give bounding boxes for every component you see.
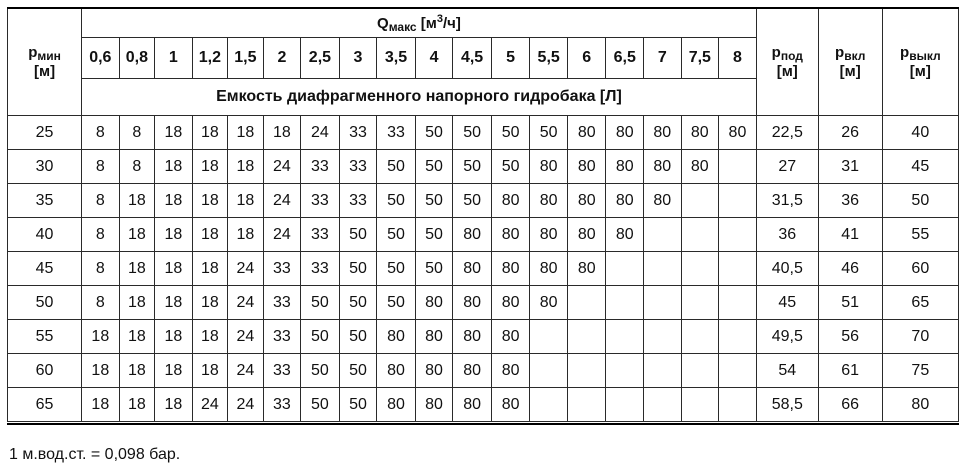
capacity-cell: 18 [192, 218, 228, 252]
capacity-cell: 80 [415, 320, 453, 354]
capacity-cell [567, 320, 606, 354]
p-min-unit: [м] [33, 63, 56, 80]
capacity-cell: 8 [119, 116, 155, 150]
capacity-cell: 33 [339, 116, 377, 150]
capacity-cell: 18 [155, 388, 193, 422]
capacity-cell: 8 [119, 150, 155, 184]
capacity-cell [606, 286, 644, 320]
capacity-cell: 18 [155, 218, 193, 252]
capacity-cell [606, 354, 644, 388]
capacity-cell: 18 [119, 354, 155, 388]
capacity-cell: 80 [567, 116, 606, 150]
capacity-cell: 18 [155, 150, 193, 184]
p-vykl-unit: [м] [909, 63, 931, 80]
p-min-cell: 60 [8, 354, 82, 388]
capacity-cell: 80 [377, 388, 416, 422]
capacity-cell: 80 [453, 354, 492, 388]
capacity-cell: 50 [339, 252, 377, 286]
capacity-cell: 80 [567, 252, 606, 286]
q-max-header [82, 8, 757, 38]
capacity-cell: 80 [606, 150, 644, 184]
capacity-cell: 50 [339, 286, 377, 320]
capacity-cell: 33 [263, 388, 301, 422]
p-vykl-symbol: p [900, 44, 910, 61]
q-max-symbol: Q [377, 14, 389, 32]
capacity-cell [567, 286, 606, 320]
capacity-cell: 50 [415, 252, 453, 286]
capacity-cell: 50 [339, 388, 377, 422]
capacity-cell: 18 [228, 116, 264, 150]
capacity-cell: 18 [155, 320, 193, 354]
capacity-cell [719, 388, 757, 422]
p-vkl-cell: 61 [818, 354, 882, 388]
capacity-cell: 18 [119, 388, 155, 422]
capacity-cell: 50 [453, 184, 492, 218]
capacity-cell: 80 [567, 218, 606, 252]
p-pod-symbol: p [771, 44, 781, 61]
p-pod-cell: 54 [756, 354, 818, 388]
q-value-header: 6 [567, 38, 606, 79]
q-value-header: 0,8 [119, 38, 155, 79]
p-min-cell: 45 [8, 252, 82, 286]
p-min-cell: 55 [8, 320, 82, 354]
capacity-cell [644, 320, 682, 354]
table-row [8, 150, 959, 184]
capacity-cell [606, 252, 644, 286]
p-min-header [8, 8, 82, 116]
capacity-cell: 80 [681, 116, 719, 150]
capacity-cell: 33 [339, 184, 377, 218]
capacity-cell: 18 [228, 218, 264, 252]
capacity-cell: 33 [301, 252, 340, 286]
capacity-cell: 80 [681, 150, 719, 184]
capacity-cell: 50 [377, 252, 416, 286]
capacity-cell: 50 [415, 116, 453, 150]
p-pod-subscript: под [780, 49, 803, 63]
q-value-header: 6,5 [606, 38, 644, 79]
capacity-cell: 50 [491, 150, 530, 184]
capacity-cell: 80 [606, 218, 644, 252]
capacity-cell: 24 [263, 218, 301, 252]
p-pod-cell: 31,5 [756, 184, 818, 218]
capacity-cell: 50 [301, 354, 340, 388]
table-row [8, 252, 959, 286]
capacity-cell: 18 [82, 320, 120, 354]
p-vykl-cell: 60 [882, 252, 958, 286]
q-value-header: 3 [339, 38, 377, 79]
q-max-unit-before: [м [420, 14, 437, 32]
capacity-cell: 80 [606, 184, 644, 218]
p-min-cell: 65 [8, 388, 82, 422]
capacity-cell: 18 [119, 320, 155, 354]
capacity-cell [567, 388, 606, 422]
q-value-header: 8 [719, 38, 757, 79]
capacity-cell: 18 [82, 354, 120, 388]
capacity-cell [681, 354, 719, 388]
q-value-header: 4 [415, 38, 453, 79]
capacity-cell: 18 [228, 184, 264, 218]
p-vkl-cell: 66 [818, 388, 882, 422]
capacity-cell: 80 [530, 286, 568, 320]
table-row [8, 354, 959, 388]
capacity-cell: 80 [491, 354, 530, 388]
capacity-cell [719, 184, 757, 218]
capacity-cell: 80 [530, 218, 568, 252]
capacity-cell: 80 [453, 320, 492, 354]
capacity-cell: 80 [606, 116, 644, 150]
p-vkl-cell: 26 [818, 116, 882, 150]
capacity-cell: 80 [453, 286, 492, 320]
capacity-cell [719, 218, 757, 252]
q-value-header: 2,5 [301, 38, 340, 79]
capacity-cell: 18 [192, 150, 228, 184]
capacity-cell [644, 286, 682, 320]
capacity-cell: 18 [119, 286, 155, 320]
capacity-cell: 18 [192, 320, 228, 354]
capacity-cell: 80 [491, 320, 530, 354]
capacity-cell: 80 [644, 116, 682, 150]
capacity-cell [719, 354, 757, 388]
capacity-cell: 50 [301, 286, 340, 320]
p-vykl-cell: 40 [882, 116, 958, 150]
capacity-cell: 18 [155, 184, 193, 218]
capacity-cell: 80 [415, 354, 453, 388]
capacity-cell: 18 [155, 252, 193, 286]
p-vykl-header [882, 8, 958, 116]
capacity-cell: 80 [530, 252, 568, 286]
p-pod-cell: 49,5 [756, 320, 818, 354]
capacity-cell: 80 [453, 252, 492, 286]
capacity-cell: 33 [263, 286, 301, 320]
capacity-cell: 24 [228, 252, 264, 286]
capacity-cell: 50 [377, 150, 416, 184]
capacity-cell: 18 [119, 252, 155, 286]
q-value-header: 7 [644, 38, 682, 79]
capacity-cell [681, 286, 719, 320]
capacity-cell: 80 [530, 150, 568, 184]
q-value-header: 7,5 [681, 38, 719, 79]
capacity-cell: 80 [567, 184, 606, 218]
capacity-cell: 33 [263, 252, 301, 286]
q-value-header: 3,5 [377, 38, 416, 79]
capacity-cell: 33 [301, 184, 340, 218]
p-vkl-cell: 56 [818, 320, 882, 354]
capacity-cell [644, 218, 682, 252]
p-min-symbol: p [28, 44, 38, 61]
capacity-cell: 18 [155, 116, 193, 150]
capacity-cell: 8 [82, 218, 120, 252]
p-vykl-cell: 65 [882, 286, 958, 320]
capacity-cell: 18 [192, 184, 228, 218]
p-vkl-cell: 41 [818, 218, 882, 252]
p-vykl-cell: 45 [882, 150, 958, 184]
table-row [8, 184, 959, 218]
capacity-cell: 18 [82, 388, 120, 422]
capacity-cell: 24 [301, 116, 340, 150]
capacity-cell: 18 [192, 354, 228, 388]
capacity-cell [644, 354, 682, 388]
q-value-header: 4,5 [453, 38, 492, 79]
capacity-cell: 8 [82, 286, 120, 320]
capacity-cell: 8 [82, 116, 120, 150]
unit-footnote: 1 м.вод.ст. = 0,098 бар. [9, 446, 181, 463]
p-min-cell: 25 [8, 116, 82, 150]
p-pod-cell: 36 [756, 218, 818, 252]
capacity-cell: 18 [119, 184, 155, 218]
p-vkl-symbol: p [835, 44, 845, 61]
capacity-cell: 50 [377, 184, 416, 218]
p-vkl-header [818, 8, 882, 116]
capacity-cell: 50 [377, 286, 416, 320]
capacity-header: Емкость диафрагменного напорного гидробака [Л] [82, 79, 757, 116]
q-value-header: 2 [263, 38, 301, 79]
table-row [8, 286, 959, 320]
p-min-cell: 30 [8, 150, 82, 184]
capacity-cell: 24 [263, 184, 301, 218]
q-max-subscript: макс [388, 19, 417, 34]
capacity-cell: 50 [415, 218, 453, 252]
p-min-cell: 40 [8, 218, 82, 252]
capacity-cell: 33 [263, 354, 301, 388]
p-vkl-cell: 51 [818, 286, 882, 320]
capacity-cell: 18 [192, 116, 228, 150]
capacity-cell: 8 [82, 252, 120, 286]
table-row [8, 388, 959, 422]
capacity-cell: 50 [377, 218, 416, 252]
table-row [8, 320, 959, 354]
capacity-cell: 24 [228, 286, 264, 320]
p-pod-cell: 58,5 [756, 388, 818, 422]
p-vykl-cell: 55 [882, 218, 958, 252]
q-value-header: 1,5 [228, 38, 264, 79]
p-vykl-cell: 50 [882, 184, 958, 218]
capacity-cell: 50 [339, 354, 377, 388]
capacity-cell: 80 [644, 150, 682, 184]
capacity-cell [719, 320, 757, 354]
capacity-cell [530, 388, 568, 422]
capacity-cell [606, 388, 644, 422]
table-row [8, 218, 959, 252]
capacity-cell: 80 [491, 252, 530, 286]
capacity-cell: 24 [228, 354, 264, 388]
capacity-cell: 50 [339, 218, 377, 252]
capacity-cell: 80 [377, 320, 416, 354]
p-vkl-unit: [м] [839, 63, 861, 80]
capacity-cell [681, 388, 719, 422]
capacity-cell [567, 354, 606, 388]
p-vkl-cell: 46 [818, 252, 882, 286]
capacity-cell: 33 [263, 320, 301, 354]
capacity-cell: 24 [192, 388, 228, 422]
p-vykl-subscript: выкл [909, 49, 941, 63]
capacity-cell [644, 252, 682, 286]
capacity-cell: 18 [155, 354, 193, 388]
capacity-cell: 8 [82, 184, 120, 218]
capacity-cell: 50 [301, 388, 340, 422]
capacity-cell: 80 [415, 388, 453, 422]
capacity-cell [681, 320, 719, 354]
tank-capacity-table-frame [7, 7, 959, 424]
capacity-cell: 80 [453, 218, 492, 252]
capacity-cell [681, 252, 719, 286]
p-pod-cell: 22,5 [756, 116, 818, 150]
p-pod-cell: 27 [756, 150, 818, 184]
capacity-cell [719, 252, 757, 286]
p-min-cell: 50 [8, 286, 82, 320]
p-vkl-cell: 36 [818, 184, 882, 218]
q-value-header: 1,2 [192, 38, 228, 79]
capacity-cell: 24 [228, 320, 264, 354]
capacity-cell: 50 [339, 320, 377, 354]
capacity-cell: 18 [192, 286, 228, 320]
capacity-cell: 50 [530, 116, 568, 150]
capacity-cell: 18 [192, 252, 228, 286]
capacity-cell: 33 [339, 150, 377, 184]
capacity-cell: 80 [719, 116, 757, 150]
p-min-subscript: мин [37, 49, 61, 63]
p-pod-cell: 45 [756, 286, 818, 320]
q-value-header: 1 [155, 38, 193, 79]
capacity-cell: 80 [415, 286, 453, 320]
capacity-cell: 50 [301, 320, 340, 354]
capacity-cell: 80 [377, 354, 416, 388]
capacity-cell: 80 [491, 388, 530, 422]
capacity-cell: 33 [301, 218, 340, 252]
capacity-cell: 24 [263, 150, 301, 184]
capacity-cell [530, 320, 568, 354]
capacity-cell: 50 [415, 184, 453, 218]
q-value-header: 5 [491, 38, 530, 79]
p-min-cell: 35 [8, 184, 82, 218]
capacity-cell: 24 [228, 388, 264, 422]
capacity-cell: 50 [491, 116, 530, 150]
capacity-cell: 50 [453, 116, 492, 150]
p-vykl-cell: 80 [882, 388, 958, 422]
capacity-cell [681, 218, 719, 252]
p-pod-cell: 40,5 [756, 252, 818, 286]
tank-capacity-table [7, 7, 959, 422]
capacity-cell: 18 [155, 286, 193, 320]
q-max-unit-after: /ч] [443, 14, 461, 32]
p-vykl-cell: 75 [882, 354, 958, 388]
capacity-cell [644, 388, 682, 422]
capacity-cell [530, 354, 568, 388]
capacity-cell: 18 [119, 218, 155, 252]
p-vykl-cell: 70 [882, 320, 958, 354]
capacity-cell: 18 [228, 150, 264, 184]
capacity-cell: 80 [530, 184, 568, 218]
capacity-cell [719, 150, 757, 184]
capacity-cell: 18 [263, 116, 301, 150]
capacity-cell: 8 [82, 150, 120, 184]
p-pod-header [756, 8, 818, 116]
capacity-cell: 50 [415, 150, 453, 184]
p-pod-unit: [м] [776, 63, 798, 80]
capacity-cell: 33 [301, 150, 340, 184]
p-vkl-cell: 31 [818, 150, 882, 184]
capacity-cell: 80 [491, 218, 530, 252]
capacity-cell: 50 [453, 150, 492, 184]
capacity-cell: 80 [567, 150, 606, 184]
p-vkl-subscript: вкл [844, 49, 866, 63]
table-bottom-rule [7, 423, 959, 425]
capacity-cell: 80 [453, 388, 492, 422]
capacity-cell: 80 [491, 286, 530, 320]
q-max-unit-sup: 3 [436, 12, 443, 25]
q-value-header: 5,5 [530, 38, 568, 79]
capacity-cell [606, 320, 644, 354]
capacity-cell: 80 [644, 184, 682, 218]
capacity-cell: 80 [491, 184, 530, 218]
q-value-header: 0,6 [82, 38, 120, 79]
capacity-cell: 33 [377, 116, 416, 150]
table-row [8, 116, 959, 150]
capacity-cell [719, 286, 757, 320]
capacity-cell [681, 184, 719, 218]
